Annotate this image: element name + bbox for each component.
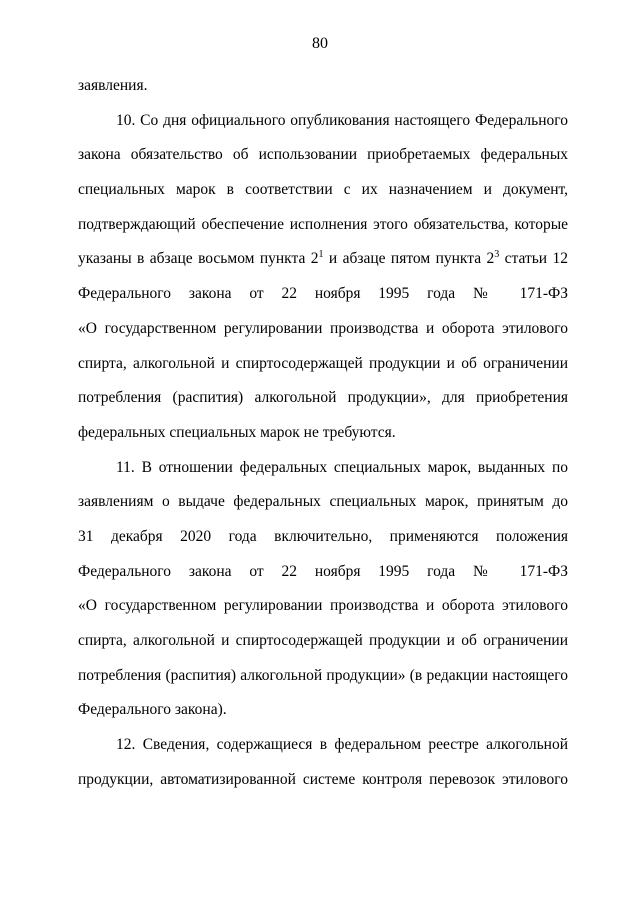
text-line: «О государственном регулировании производства и оборота этилового bbox=[78, 597, 568, 615]
text-line: спирта, алкогольной и спиртосодержащей продукции и об ограничении bbox=[78, 354, 568, 372]
superscript: 1 bbox=[318, 249, 324, 261]
paragraph-10-line: 10. Со дня официального опубликования настоящего Федерального bbox=[116, 111, 568, 129]
text-line: 31 декабря 2020 года включительно, применяются положения bbox=[78, 527, 568, 545]
text-fragment: статьи 12 bbox=[499, 250, 568, 268]
superscript: 3 bbox=[494, 249, 500, 261]
paragraph-12-line: 12. Сведения, содержащиеся в федеральном реестре алкогольной bbox=[116, 736, 568, 754]
text-fragment: указаны в абзаце восьмом пункта 2 bbox=[78, 250, 319, 268]
text-line: потребления (распития) алкогольной продукции» (в редакции настоящего bbox=[78, 666, 568, 684]
text-line: закона обязательство об использовании приобретаемых федеральных bbox=[78, 146, 568, 164]
page-number: 80 bbox=[312, 35, 328, 52]
text-line: продукции, автоматизированной системе контроля перевозок этилового bbox=[78, 770, 568, 788]
text-line: «О государственном регулировании производства и оборота этилового bbox=[78, 319, 568, 337]
document-body bbox=[78, 69, 568, 797]
text-line: федеральных специальных марок не требуются. bbox=[78, 423, 396, 441]
text-line: специальных марок в соответствии с их назначением и документ, bbox=[78, 181, 568, 199]
text-line: заявлениям о выдаче федеральных специальных марок, принятым до bbox=[78, 493, 568, 511]
text-line: Федерального закона от 22 ноября 1995 года № 171-ФЗ bbox=[78, 562, 568, 580]
text-line: спирта, алкогольной и спиртосодержащей продукции и об ограничении bbox=[78, 632, 568, 649]
text-line: потребления (распития) алкогольной продукции», для приобретения bbox=[78, 389, 568, 407]
text-line: заявления. bbox=[78, 77, 148, 94]
paragraph-11-line: 11. В отношении федеральных специальных марок, выданных по bbox=[116, 458, 568, 476]
text-line-with-superscripts bbox=[78, 242, 568, 277]
text-line: подтверждающий обеспечение исполнения этого обязательства, которые bbox=[78, 215, 568, 233]
text-fragment: и абзаце пятом пункта 2 bbox=[323, 250, 495, 268]
text-line: Федерального закона от 22 ноября 1995 года № 171-ФЗ bbox=[78, 285, 568, 303]
text-line: Федерального закона). bbox=[78, 701, 227, 719]
